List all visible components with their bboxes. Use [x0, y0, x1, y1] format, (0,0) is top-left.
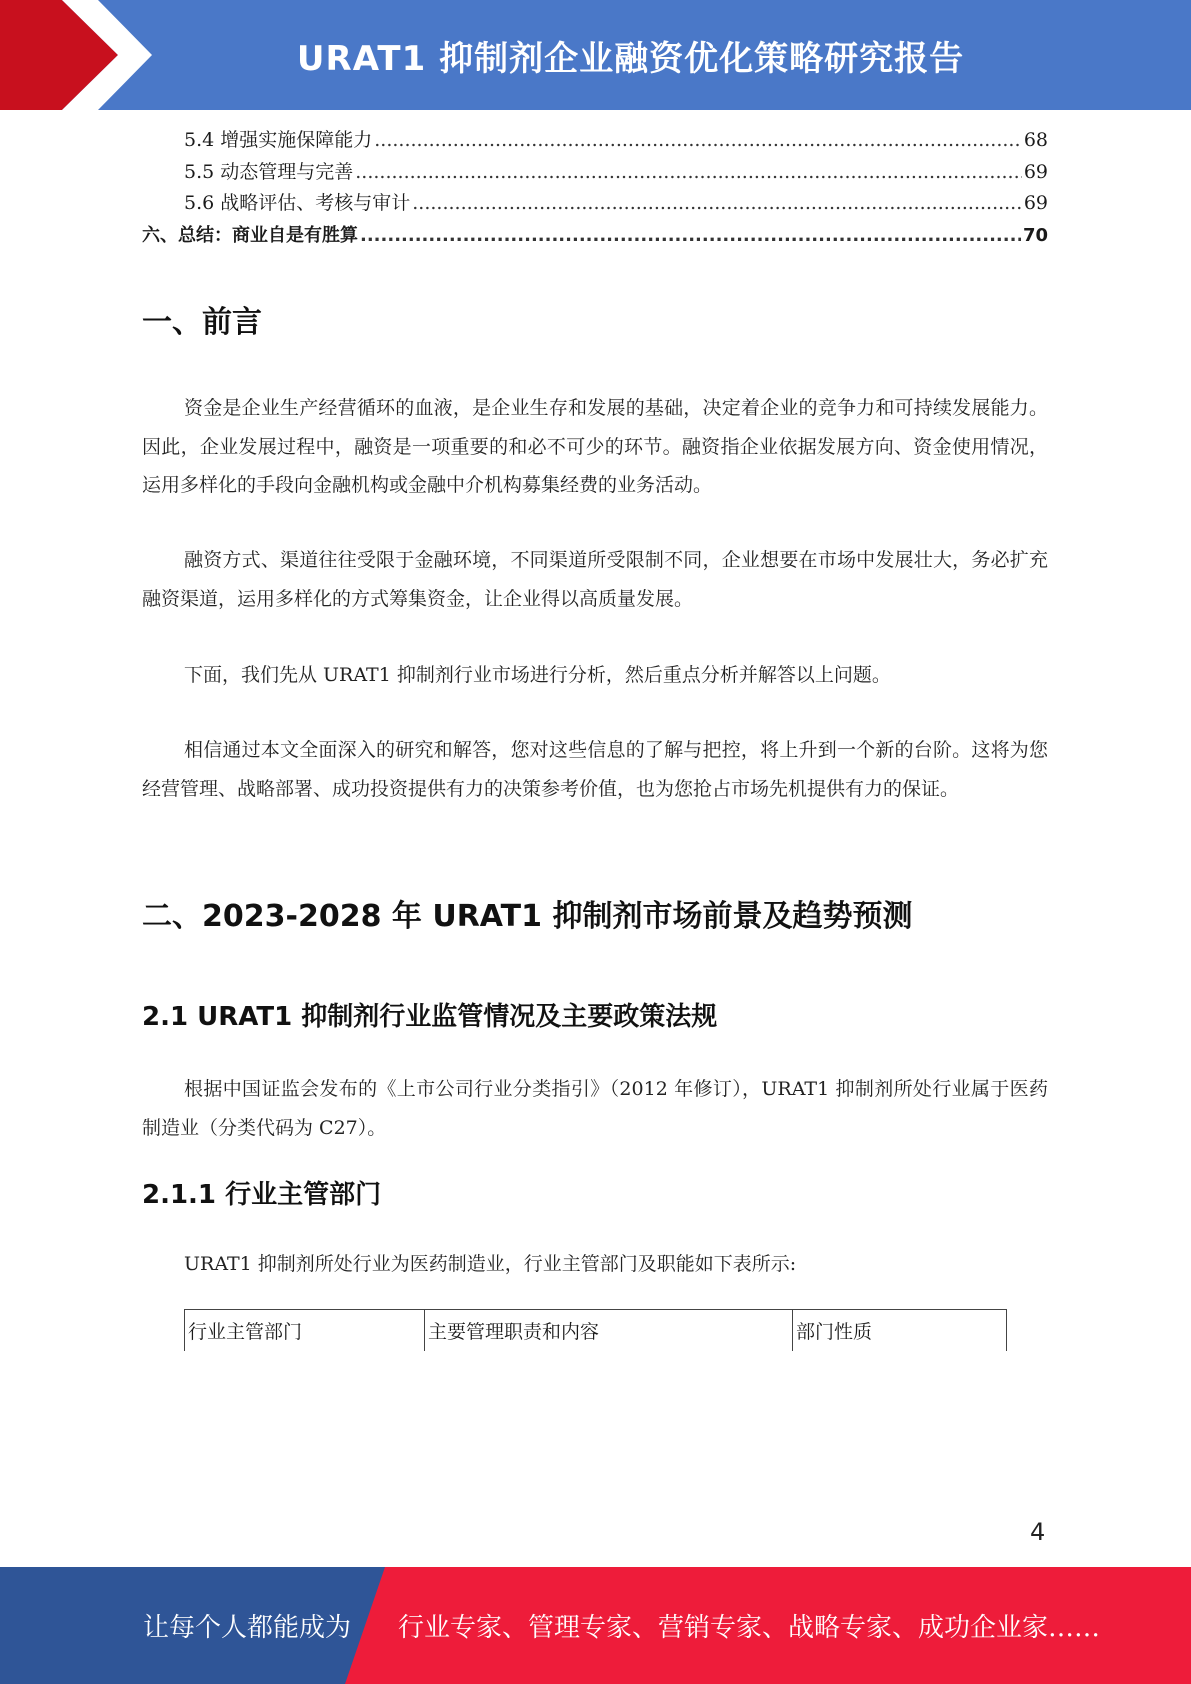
header-arrow-decoration	[0, 0, 200, 110]
toc-entry-page: 70	[1022, 224, 1048, 246]
paragraph: 融资方式、渠道往往受限于金融环境，不同渠道所受限制不同，企业想要在市场中发展壮大，务必扩充融资渠道，运用多样化的方式筹集资金，让企业得以高质量发展。	[142, 549, 1048, 610]
toc-entry-label: 5.5 动态管理与完善	[184, 160, 354, 183]
toc-entry[interactable]	[142, 220, 1048, 252]
table-header-cell: 部门性质	[796, 1321, 873, 1343]
footer-slogan-right: 行业专家、管理专家、营销专家、战略专家、成功企业家……	[398, 1613, 1101, 1643]
toc-entry-page: 69	[1023, 160, 1048, 183]
subsection-heading-authorities: 2.1.1 行业主管部门	[142, 1180, 382, 1210]
report-title: URAT1 抑制剂企业融资优化策略研究报告	[296, 38, 965, 79]
toc-entry[interactable]	[142, 157, 1048, 189]
footer-slogan-left: 让每个人都能成为	[143, 1613, 352, 1643]
toc-entry[interactable]	[142, 125, 1048, 157]
paragraph: 相信通过本文全面深入的研究和解答，您对这些信息的了解与把控，将上升到一个新的台阶。这将为您经营管理、战略部署、成功投资提供有力的决策参考价值，也为您抢占市场先机提供有力的保证。	[142, 739, 1048, 800]
paragraph: URAT1 抑制剂所处行业为医药制造业，行业主管部门及职能如下表所示:	[184, 1253, 797, 1275]
authorities-table-header	[184, 1309, 1007, 1351]
page-header-banner	[0, 0, 1191, 110]
toc-entry-label: 5.6 战略评估、考核与审计	[184, 192, 411, 214]
toc-leader-dots	[374, 125, 1022, 157]
table-of-contents	[142, 125, 1048, 251]
toc-leader-dots	[355, 157, 1022, 189]
toc-leader-dots	[360, 220, 1021, 252]
toc-entry-label: 六、总结：商业自是有胜算	[142, 224, 358, 246]
table-header-cell: 行业主管部门	[185, 1310, 425, 1351]
section-heading-market-outlook: 二、2023-2028 年 URAT1 抑制剂市场前景及趋势预测	[142, 899, 913, 934]
page-number: 4	[1030, 1518, 1046, 1546]
section-heading-preface: 一、前言	[142, 305, 262, 340]
toc-entry[interactable]	[142, 188, 1048, 220]
page-footer-banner	[0, 1567, 1191, 1684]
toc-entry-page: 68	[1023, 129, 1048, 151]
paragraph: 资金是企业生产经营循环的血液，是企业生存和发展的基础，决定着企业的竞争力和可持续发展能力。因此，企业发展过程中，融资是一项重要的和必不可少的环节。融资指企业依据发展方向、资金使用情况，运用多样化的手段向金融机构或金融中介机构募集经费的业务活动。	[142, 397, 1048, 496]
paragraph: 下面，我们先从 URAT1 抑制剂行业市场进行分析，然后重点分析并解答以上问题。	[184, 664, 891, 686]
toc-leader-dots	[412, 188, 1022, 220]
subsection-heading-regulation: 2.1 URAT1 抑制剂行业监管情况及主要政策法规	[142, 1002, 718, 1032]
toc-entry-label: 5.4 增强实施保障能力	[184, 129, 373, 151]
table-header-cell: 主要管理职责和内容	[425, 1310, 793, 1351]
paragraph: 根据中国证监会发布的《上市公司行业分类指引》（2012 年修订），URAT1 抑制剂所处行业属于医药制造业（分类代码为 C27）。	[142, 1078, 1048, 1139]
toc-entry-page: 69	[1023, 192, 1048, 214]
